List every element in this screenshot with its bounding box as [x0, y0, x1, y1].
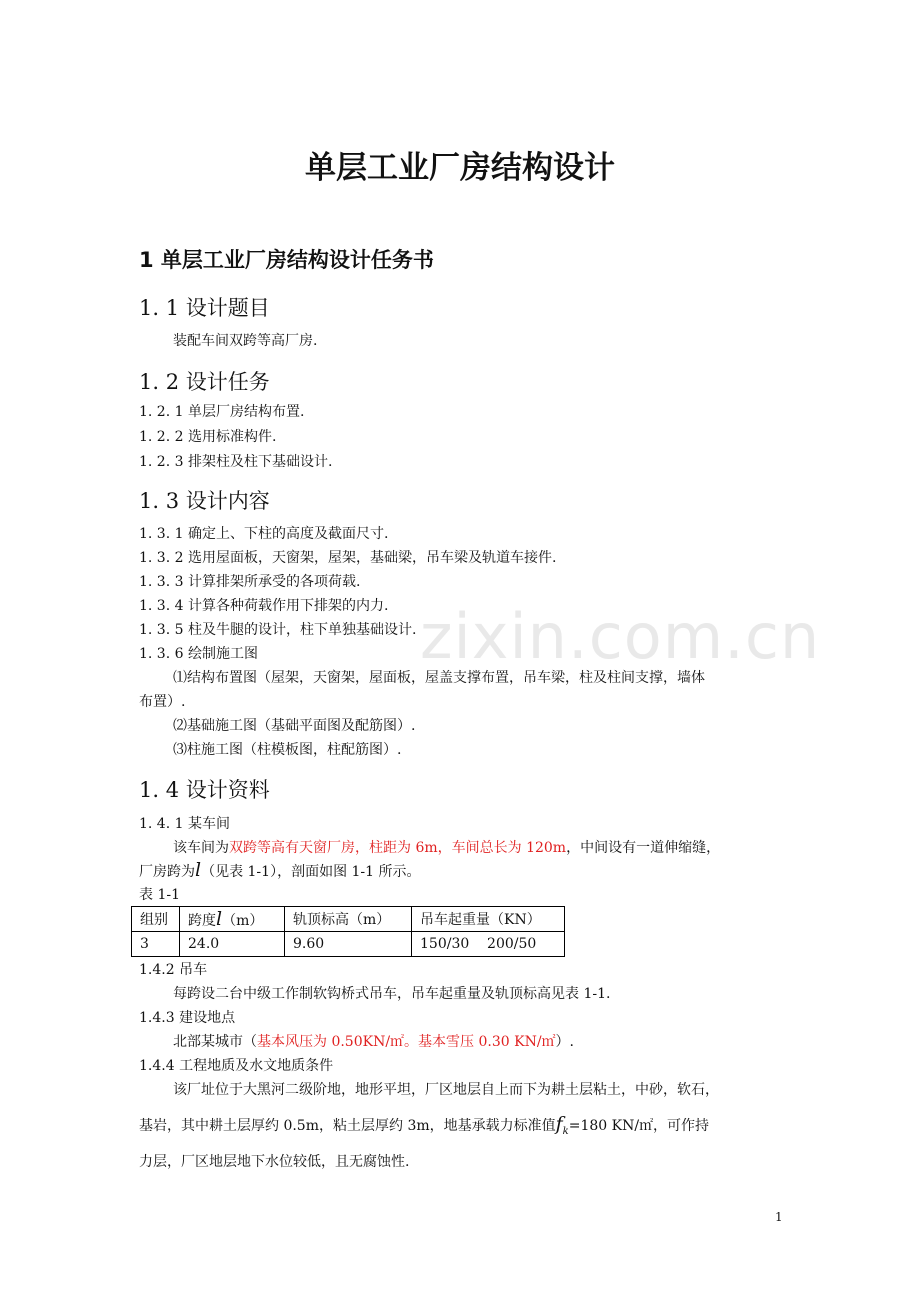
list-item: 1. 2. 3 排架柱及柱下基础设计.: [139, 454, 333, 470]
section-text-1-1: 装配车间双跨等高厂房.: [173, 333, 318, 349]
paragraph-line: [139, 860, 421, 882]
watermark: zixin.com.cn: [420, 600, 821, 673]
span-variable: l: [216, 908, 223, 930]
table-cell: 24.0: [180, 932, 285, 957]
subsection-heading: 1. 4. 1 某车间: [139, 816, 230, 832]
page-number: 1: [775, 1210, 783, 1224]
span-variable: f: [555, 1113, 563, 1135]
span-subscript: k: [562, 1125, 569, 1137]
chapter-heading: 1 单层工业厂房结构设计任务书: [139, 248, 434, 272]
paragraph-line: [173, 838, 720, 858]
drawing-item: ⑶柱施工图（柱模板图，柱配筋图）.: [173, 742, 402, 758]
section-heading-1-4: 1. 4 设计资料: [139, 778, 270, 802]
drawing-item: ⑴结构布置图（屋架，天窗架，屋面板，屋盖支撑布置，吊车梁，柱及柱间支撑，墙体: [173, 670, 705, 686]
paragraph-line: 力层，厂区地层地下水位较低，且无腐蚀性.: [139, 1154, 410, 1170]
table-cell: 150/30 200/50: [412, 932, 565, 957]
drawing-item: ⑵基础施工图（基础平面图及配筋图）.: [173, 718, 416, 734]
list-item: 1. 2. 1 单层厂房结构布置.: [139, 404, 305, 420]
table-header-cell: 组别: [132, 907, 180, 932]
list-item: 1. 3. 3 计算排架所承受的各项荷载.: [139, 574, 361, 590]
table-cell: 3: [132, 932, 180, 957]
list-item: 1. 2. 2 选用标准构件.: [139, 429, 277, 445]
highlighted-text: 基本风压为 0.50KN/㎡。基本雪压 0.30 KN/㎡: [257, 1034, 556, 1050]
text-span: 该车间为: [173, 840, 229, 856]
text-span: （见表 1-1），剖面如图 1-1 所示。: [201, 864, 421, 880]
paragraph-line: 该厂址位于大黑河二级阶地，地形平坦，厂区地层自上而下为耕土层粘土，中砂，软石，: [173, 1082, 719, 1098]
data-table: [131, 906, 565, 957]
list-item: 1. 3. 6 绘制施工图: [139, 646, 258, 662]
paragraph-line: 每跨设二台中级工作制软钩桥式吊车，吊车起重量及轨顶标高见表 1-1.: [173, 986, 611, 1002]
span-variable: l: [195, 859, 202, 881]
table-header-cell: [180, 907, 285, 932]
table-cell: 9.60: [285, 932, 412, 957]
list-item: 1. 3. 1 确定上、下柱的高度及截面尺寸.: [139, 526, 389, 542]
text-span: =180 KN/㎡，可作持: [568, 1118, 710, 1134]
text-span: 北部某城市（: [173, 1034, 257, 1050]
table-row: [132, 932, 565, 957]
table-header-cell: 轨顶标高（m）: [285, 907, 412, 932]
subsection-heading: 1.4.4 工程地质及水文地质条件: [139, 1058, 334, 1074]
list-item: 1. 3. 5 柱及牛腿的设计，柱下单独基础设计.: [139, 622, 417, 638]
section-heading-1-2: 1. 2 设计任务: [139, 370, 270, 394]
drawing-item: 布置）.: [139, 694, 186, 710]
table-header-cell: 吊车起重量（KN）: [412, 907, 565, 932]
table-header-row: [132, 907, 565, 932]
text-span: 基岩，其中耕土层厚约 0.5m，粘土层厚约 3m，地基承载力标准值: [139, 1118, 556, 1134]
paragraph-line: [139, 1114, 709, 1142]
list-item: 1. 3. 2 选用屋面板，天窗架，屋架，基础梁，吊车梁及轨道车接件.: [139, 550, 557, 566]
highlighted-text: 双跨等高有天窗厂房，柱距为 6m，车间总长为 120m: [229, 840, 567, 856]
table-caption: 表 1-1: [139, 887, 180, 903]
text-span: （m）: [222, 913, 264, 929]
subsection-heading: 1.4.2 吊车: [139, 962, 208, 978]
paragraph-line: [173, 1032, 574, 1052]
text-span: 厂房跨为: [139, 864, 195, 880]
text-span: ）.: [555, 1034, 574, 1050]
document-title: 单层工业厂房结构设计: [305, 150, 615, 186]
subsection-heading: 1.4.3 建设地点: [139, 1010, 236, 1026]
section-heading-1-1: 1. 1 设计题目: [139, 296, 270, 320]
list-item: 1. 3. 4 计算各种荷载作用下排架的内力.: [139, 598, 389, 614]
section-heading-1-3: 1. 3 设计内容: [139, 489, 270, 513]
text-span: ，中间设有一道伸缩缝，: [566, 840, 721, 856]
text-span: 跨度: [188, 913, 216, 929]
